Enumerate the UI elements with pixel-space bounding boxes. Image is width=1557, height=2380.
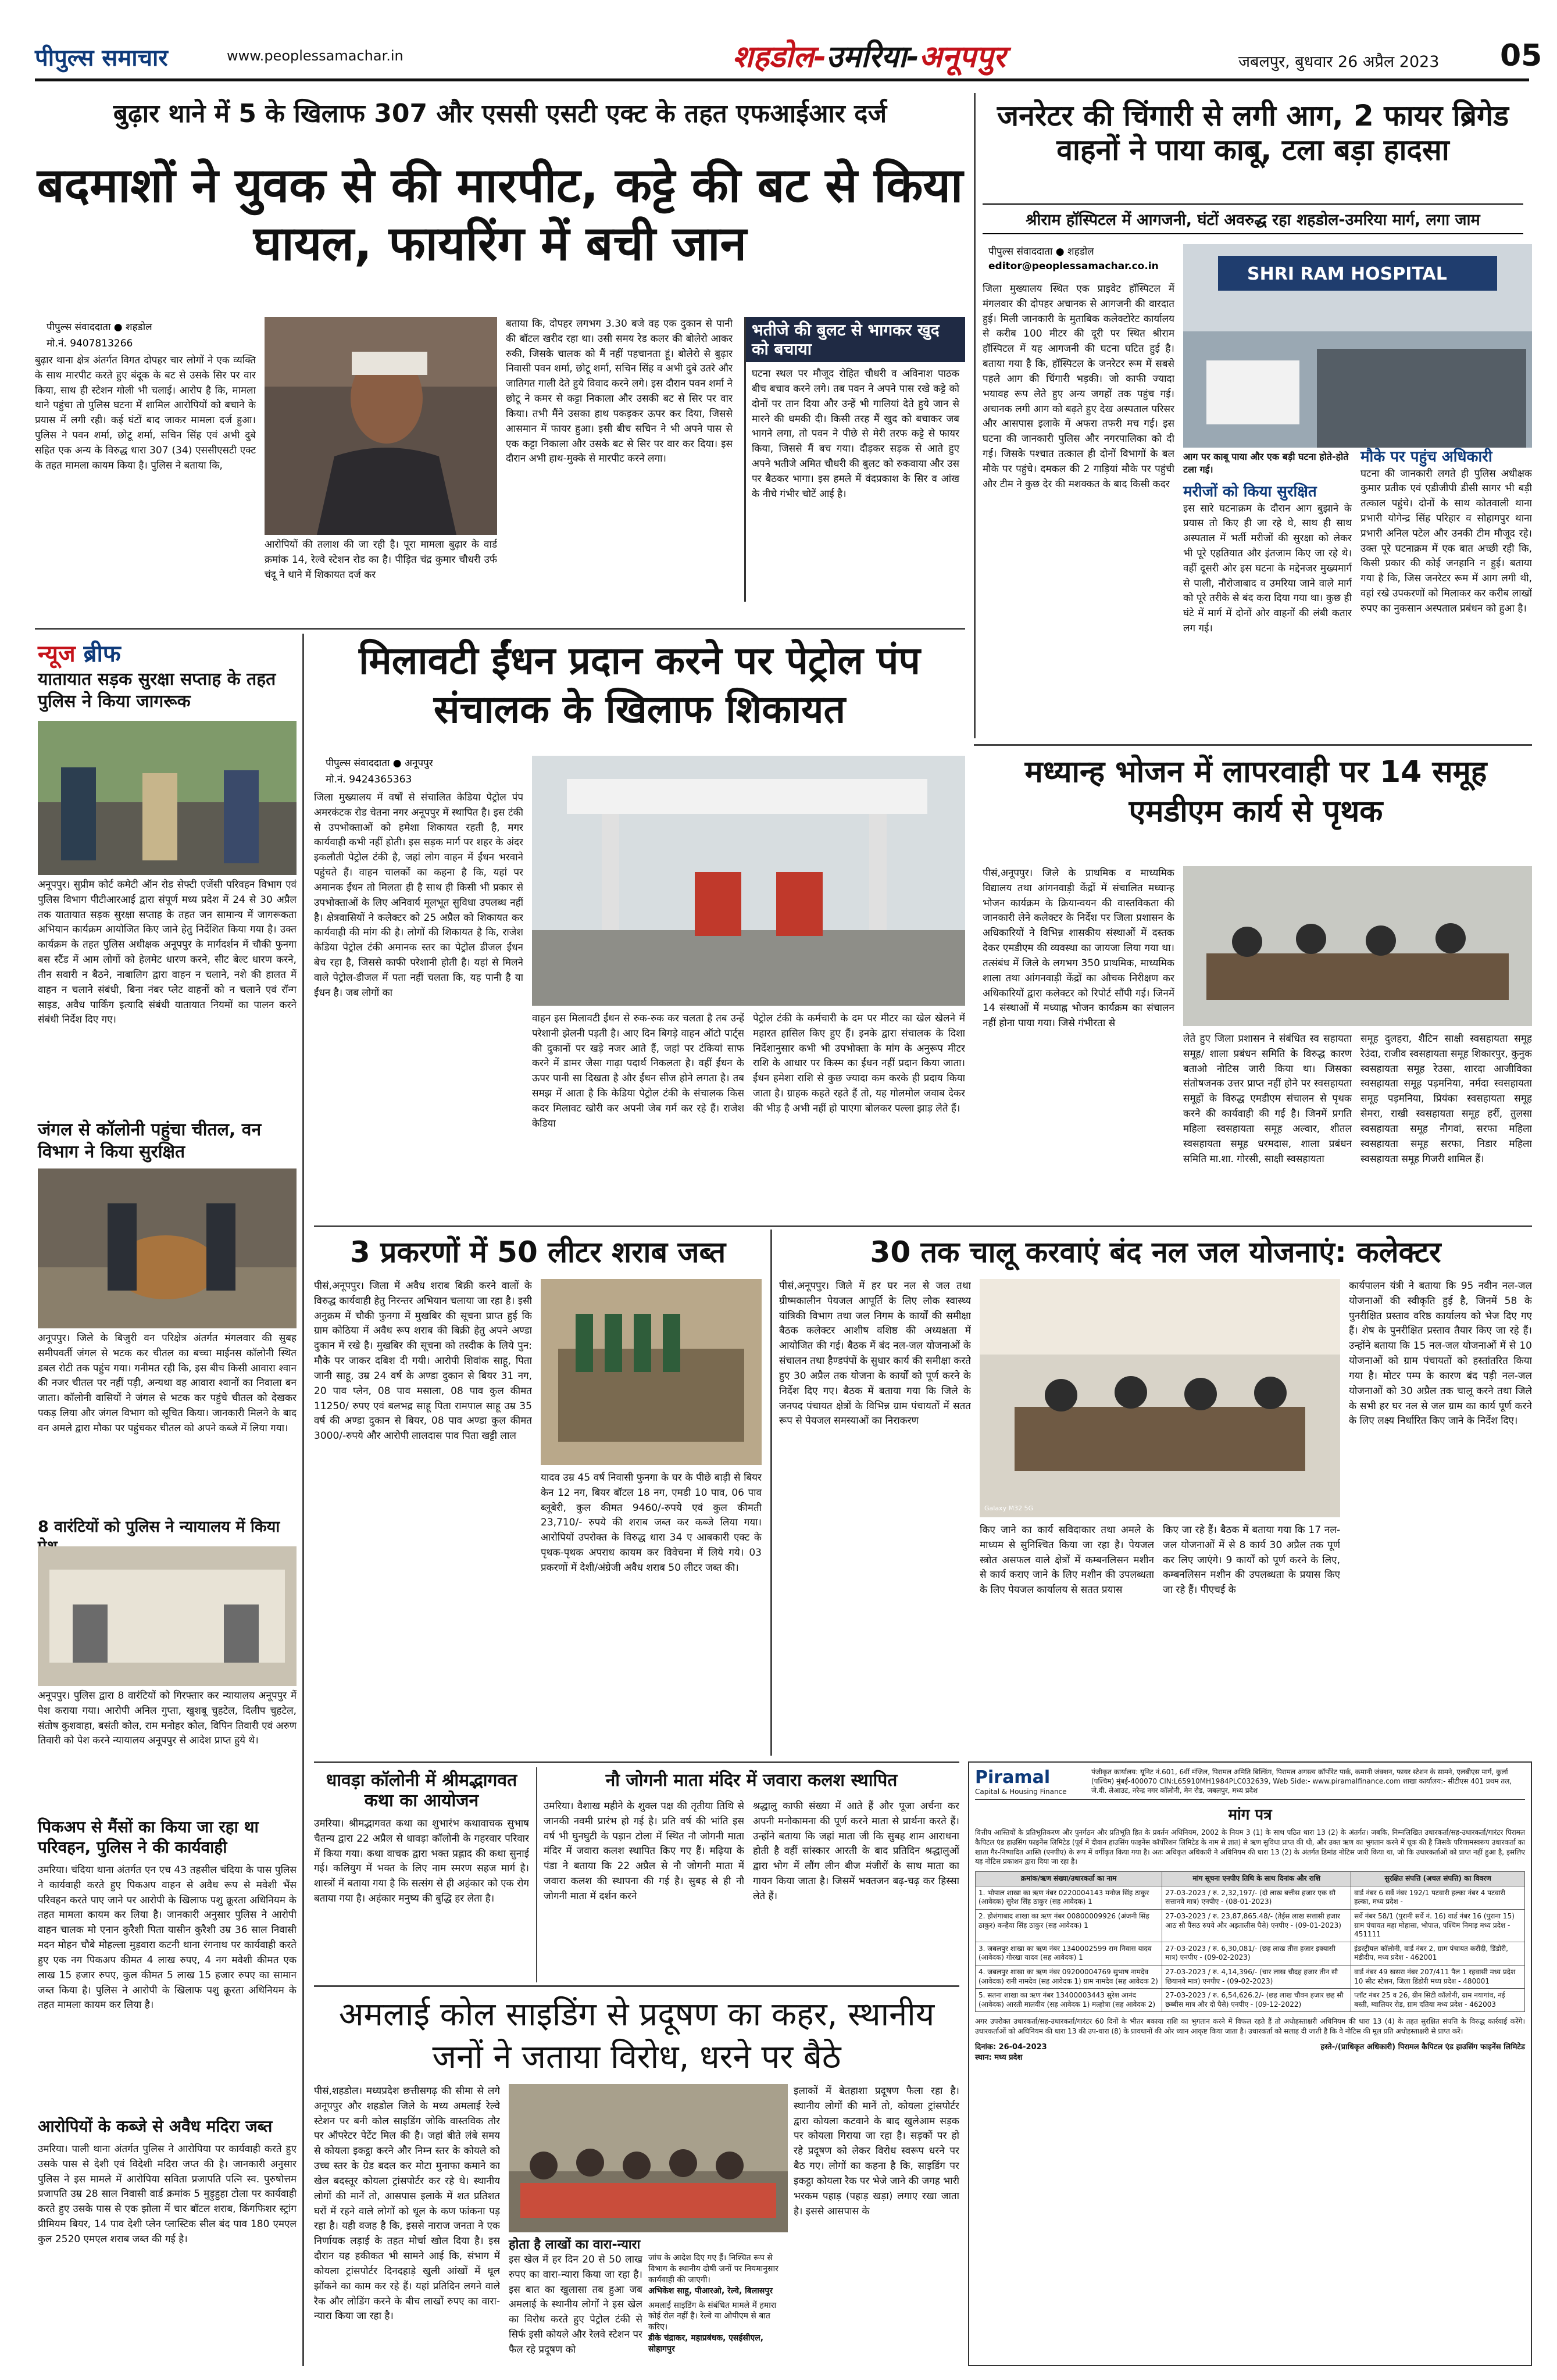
jawara-col2: श्रद्धालु काफी संख्या में आते हैं और पूजा अर्चना कर अपनी मनोकामना की पूर्ण करने माता से प्रार्थना करते हैं। उन्होंने बताया कि जहां माता जी कि सुबह शाम आराधना होती है वहीं सांस्कार आरती के बाद प्रतिदिन श्रद्धालुओं द्वारा भोग में लौंग लीन बीज मंजीरों के साथ माता का गायन किया जाता है। जिसमें भक्तजन बढ़-चढ़ कर हिस्सा लेते हैं।	[753, 1800, 959, 1902]
brief-h3: 8 वारंटियों को पुलिस ने न्यायालय में किया	[38, 1518, 280, 1536]
edition-title	[733, 35, 1006, 76]
table-cell: 27-03-2023 / रु. 2,32,197/- (दो लाख बत्तीस हजार एक सौ सत्तानवे मात्र) एनपीए - (08-01-2023)	[1162, 1886, 1351, 1909]
table-row	[976, 1989, 1525, 2012]
lead-photo-caption: आरोपियों की तलाश की जा रही है। पूरा मामला बुढ़ार के वार्ड क्रमांक 14, रेल्वे स्टेशन रोड का है। पीड़ित चंद्र कुमार चौधरी उर्फ चंदू ने थाने में शिकायत दर्ज कर	[265, 539, 497, 581]
col-header-1: क्रमांक/ऋण संख्या/उधारकर्ता का नाम	[976, 1872, 1162, 1886]
piramal-title: मांग पत्र	[1228, 1806, 1272, 1824]
masthead	[35, 0, 1542, 81]
collector-meeting-image	[980, 1279, 1340, 1517]
table-cell: 5. सतना शाखा का ऋण नंबर 13400003443 सुरेश आनंद (आवेदक) आरती मालवीय (सह आवेदक 1) मल्होत्रा (सह आवेदक 2)	[976, 1989, 1162, 2012]
brief-t2: अनूपपुर। जिले के बिजुरी वन परिक्षेत्र अंतर्गत मंगलवार की सुबह समीपवर्ती जंगल से भटक कर चीतल का बच्चा माईनस कॉलोनी स्थित डबल रोटी तक पहुंच गया। गनीमत रही कि, इस बीच किसी आवारा श्वान की नजर चीतल पर नहीं पड़ी, अन्यथा वह आवारा श्वानों का निवाला बन जाता। कॉलोनी वासियों ने जंगल से भटक कर पहुंचे चीतल को देखकर पकड़ लिया और जंगल विभाग को सूचित किया। जानकारी मिलने के बाद वन अमले द्वारा मौका पर पहुंचकर चीतल को अपने कब्जे में लिया गया।	[38, 1332, 297, 1434]
jawara-col1: उमरिया। वैशाख महीने के शुक्ल पक्ष की तृतीया तिथि से जानकी नवमी प्रारंभ हो गई है। प्रति वर्ष की भांति इस वर्ष भी घुनघुटी के पड़ान टोला में स्थित नौ जोगनी माता मंदिर में जवारा कलश स्थापित किए गए हैं। मढ़िया के पंडा ने बताया कि 22 अप्रैल से नौ जोगनी माता में जवारा कलश की स्थापना की गई है। सुबह से ही नौ जोगनी माता में दर्शन करने	[544, 1800, 744, 1902]
table-cell: इंडस्ट्रीयल कॉलोनी, वार्ड नंबर 2, ग्राम पंचायत करौंदी, डिंडोरी, मंडीदीप, मध्य प्रदेश - 462001	[1351, 1942, 1525, 1965]
notice-date: दिनांक: 26-04-2023	[975, 2042, 1047, 2052]
mdm-col1: पीसं,अनूपपुर। जिले के प्राथमिक व माध्यमिक विद्यालय तथा आंगनवाड़ी केंद्रों में संचालित मध्यान्ह भोजन कार्यक्रम के क्रियान्वयन की वास्तविकता की जानकारी लेने कलेक्टर के निर्देश पर जिला प्रशासन के अधिकारियों ने विभिन्न शासकीय संस्थाओं में दस्तक देकर एमडीएम की व्यवस्था का जायजा लिया गया था। तत्संबंध में जिले के लगभग 350 प्राथमिक, माध्यमिक शाला तथा आंगनवाड़ी केंद्रों का औचक निरीक्षण कर अधिकारियों द्वारा कलेक्टर को रिपोर्ट सौंपी गई। जिनमें 14 संस्थाओं में मध्याह्न भोजन कार्यक्रम का संचालन नहीं होना पाया गया। जिसे गंभीरता से	[983, 867, 1174, 1030]
petrol-col2: वाहन इस मिलावटी ईंधन से रुक-रुक कर चलता है तब उन्हें परेशानी झेलनी पड़ती है। आए दिन बिगड़े वाहन ऑटो पार्ट्स की दुकानों पर खड़े नजर आते हैं, जहां पर टंकियां साफ करने में डामर जैसा गाढ़ा पदार्थ निकलता है। वहीं ईंधन के ऊपर पानी सा दिखता है और ईंधन सीज होने लगता है। तब समझ में आता है कि केडिया पेट्रोल टंकी के संचालक किस कदर मिलावट खोरी कर अपनी जेब गर्म कर रहे हैं। राजेश केडिया	[532, 1013, 744, 1130]
fire-caption: आग पर काबू पाया और एक बड़ी घटना होते-होते टला गई।	[1183, 451, 1349, 475]
amlai-cap: इस खेल में हर दिन 20 से 50 लाख रुपए का वारा-न्यारा किया जा रहा है। इस बात का खुलासा तब हुआ जब अमलाई के स्थानीय लोगों ने इस खेल का विरोध करते हुए पेट्रोल टंकी से सिर्फ इसी कोयले और रेलवे स्टेशन पर फैल रहे प्रदूषण को	[509, 2254, 642, 2356]
note-2-sign: डीके चंद्राकर, महाप्रबंधक, एसईसीएल, सोहागपुर	[648, 2333, 764, 2354]
amlai-headline: अमलाई कोल साइडिंग से प्रदूषण का कहर, स्थानीय जनों ने जताया विरोध, धरने पर बैठे	[338, 1996, 935, 2076]
petrol-headline: मिलावटी ईंधन प्रदान करने पर पेट्रोल पंप संचालक के खिलाफ शिकायत	[359, 638, 920, 732]
brief-t4: उमरिया। चंदिया थाना अंतर्गत एन एच 43 तहसील चंदिया के पास पुलिस ने कार्यवाही करते हुए पिकअप वाहन से अवैध रूप से मवेशी भैंस परिवहन करते पाए जाने पर आरोपी के खिलाफ पशु क्रूरता अधिनियम के तहत मामला कायम कर लिया है। जानकारी अनुसार पुलिस ने आरोपी वाहन चालक मो एनान कुरैशी पिता यासीन कुरैशी उम्र 36 साल निवासी मदन मोहन चौबे मोहल्ला मुड़वारा कटनी थाना रंगनाथ पर कार्यवाही करते हुए एक नग पिकअप कीमत 4 लाख रुपए, 4 नग मवेशी कीमत एक लाख 15 हजार रुपए, कुल कीमत 5 लाख 15 हजार रुपए का सामान जब्त किया है। पुलिस ने आरोपी के खिलाफ पशु क्रूरता अधिनियम के तहत मामला कायम कर लिया है।	[38, 1864, 297, 2011]
lead-kicker: बुढ़ार थाने में 5 के खिलाफ 307 और एससी एसटी एक्ट के तहत एफआईआर दर्ज	[113, 99, 887, 128]
piramal-intro: वित्तीय आस्तियों के प्रतिभूतिकरण और पुनर्गठन और प्रतिभूति हित के प्रवर्तन अधिनियम, 2002 के नियम 3 (1) के साथ पठित धारा 13 (2) के अंतर्गत। जबकि, निम्नलिखित उधारकर्ता/सह-उधारकर्ता/गारंटर पिरामल कैपिटल एंड हाउसिंग फाइनेंस लिमिटेड (पूर्व में दीवान हाउसिंग फाइनेंस कॉर्पोरेशन लिमिटेड के नाम से ज्ञात) से ऋण सुविधा प्राप्त की थी, और उक्त ऋण का भुगतान करने में चूक की है जिसके परिणामस्वरूप उधारकर्ता का खाता गैर-निष्पादित आस्ति (एनपीए) के रूप में वर्गीकृत किया गया है। अतः अधिकृत अधिकारी ने अधिनियम की धारा 13 (2) के अंतर्गत डिमांड नोटिस जारी किया था, जो कि उधारकर्ताओं को प्राप्त नहीं हुआ है, इसलिए यह नोटिस प्रकाशन द्वारा दिया जा रहा है।	[975, 1828, 1525, 1866]
site-url: www.peoplessamachar.in	[227, 48, 403, 64]
brief-label-a: न्यूज	[38, 641, 76, 667]
lead-col3: बताया कि, दोपहर लगभग 3.30 बजे वह एक दुकान से पानी की बॉटल खरीद रहा था। उसी समय रेड कलर की बोलेरो आकर रुकी, जिसके चालक को मैं नहीं पहचानता हूं। बोलेरो से बुढ़ार निवासी पवन शर्मा, छोटू शर्मा, सचिन सिंह व अभी दुबे उतरे और जातिगत गाली देते हुये विवाद करने लगे। इस दौरान पवन शर्मा ने छोटू ने कमर से कट्टा निकाला और उसकी बट से सिर पर वार किया। तभी मैंने उसका हाथ पकड़कर ऊपर कर दिया, जिससे आसमान में फायर हुआ। इसी बीच सचिन ने भी अपने पास से एक कट्टा निकाला और उसके बट से सिर पर वार कर दिया। इस दौरान अभी हाथ-मुक्के से मारपीट करने लगा।	[506, 318, 733, 465]
lead-headline: बदमाशों ने युवक से की मारपीट, कट्टे की बट से किया घायल, फायरिंग में बची जान	[37, 158, 963, 272]
fire-box-b	[1360, 448, 1532, 738]
brief-h1: यातायात सड़क सुरक्षा सप्ताह के तहत पुलिस ने किया जागरूक	[38, 669, 276, 712]
brief-label	[38, 637, 121, 669]
fire-col1: जिला मुख्यालय स्थित एक प्राइवेट हॉस्पिटल में मंगलवार की दोपहर अचानक से आगजनी की वारदात हुई। मिली जानकारी के मुताबिक कलेक्टोरेट कार्यालय से करीब 100 मीटर की दूरी पर स्थित श्रीराम हॉस्पिटल में यह आगजनी की घटना घटित हुई है। बताया गया है कि, हॉस्पिटल के जनरेटर रूम में सबसे पहले आग की चिंगारी भड़की। जो काफी ज्यादा भयावह रूप लेते हुए अन्य जगहों तक पहुंच गई। अचानक लगी आग को बढ़ते हुए देख अस्पताल परिसर और आसपास इलाके में अफरा तफरी मच गई। इस घटना की जानकारी पुलिस और नगरपालिका को दी गई। जिसके पश्चात तत्काल ही दोनों विभागों के बल मौके पर पहुंचे। दमकल की 2 गाड़ियां मौके पर पहुंची और टीम ने कुछ देर की मशक्कत के बाद किसी कदर	[983, 283, 1174, 490]
table-cell: 1. भोपाल शाखा का ऋण नंबर 0220004143 मनोज सिंह ठाकुर (आवेदक) सुरेश सिंह ठाकुर (सह आवेदक) 1	[976, 1886, 1162, 1909]
table-cell: प्लॉट नंबर 25 व 26, ग्रीन सिटी कॉलोनी, ग्राम नयागांव, नई बस्ती, ग्वालियर रोड, ग्राम दतिया मध्य प्रदेश - 462003	[1351, 1989, 1525, 2012]
edition-shahdol: शहडोल-	[733, 40, 827, 74]
photo-label: Galaxy M32 5G	[984, 1505, 1034, 1512]
petrol-mobile: मो.नं. 9424365363	[326, 774, 412, 785]
table-cell: 27-03-2023 / रु. 4,14,396/- (चार लाख चौदह हजार तीन सौ छियानवे मात्र) एनपीए - (09-02-2023)	[1162, 1965, 1351, 1988]
lead-photo	[265, 317, 497, 535]
petrol-col3: पेट्रोल टंकी के कर्मचारी के दम पर मीटर का खेल खेलने में महारत हासिल किए हुए हैं। इनके द्वारा संचालक के दिशा निर्देशानुसार कभी भी उपभोक्ता के मांग के अनुरूप मीटर राशि के आधार पर किस्म का ईंधन नहीं प्रदान किया जाता। ईंधन हमेशा राशि से कुछ ज्यादा कम करके ही प्रदाय किया जाता है। ग्राहक कहते रहते हैं तो, यह गोलमोल जवाब देकर की भीड़ है अभी नहीं हो पाएगा बोलकर पल्ला झाड़ लेते हैं।	[753, 1013, 965, 1114]
page-number: 05	[1500, 38, 1542, 73]
fire-email: editor@peoplessamachar.co.in	[988, 260, 1159, 272]
logo: पीपुल्स समाचार	[35, 45, 168, 72]
water-col4: कार्यपालन यंत्री ने बताया कि 95 नवीन नल-जल योजनाओं की स्वीकृति हुई है, जिनमें 58 के पुनरीक्षित प्रस्ताव वरिष्ठ कार्यालय को भेज दिए गए हैं। शेष के पुनरीक्षित प्रस्ताव तैयार किए जा रहे हैं। उन्होंने बताया कि 15 नल-जल योजनाओं में से 10 योजनाओं को ग्राम पंचायतों को हस्तांतरित किया गया है। मोटर पम्प के कारण बंद पड़ी नल-जल योजनाओं को 30 अप्रैल तक चालू करने तथा जिले के सभी हर घर नल से जल ग्राम का कार्य पूर्ण करने के लिए लक्ष्य निर्धारित किए जाने के निर्देश दिए।	[1349, 1280, 1532, 1427]
seized-liquor-image	[541, 1279, 762, 1465]
fire-box-a-heading: मरीजों को किया सुरक्षित	[1183, 483, 1317, 501]
sidebox-text: घटना स्थल पर मौजूद रोहित चौधरी व अविनाश पाठक बीच बचाव करने लगे। तब पवन ने अपने पास रखे कट्टे को दोनों पर तान दिया और उन्हें भी गालियां देते हुये जान से मारने की धमकी दी। किसी तरह मैं खुद को बचाकर जब भागने लगा, तो पवन ने पीछे से मेरी तरफ कट्टे से फायर किया, जिससे मैं बच गया। दौड़कर सड़क से आते हुए अपने भतीजे अमित चौधरी की बुलट को रुकवाया और उस पर बैठकर भागा। इस हमले में वंदप्रकाश के सिर व आंख के नीचे गंभीर चोटें आई है।	[752, 368, 959, 500]
chital-deer-image	[38, 1168, 297, 1328]
notice-signature: हस्ते-/(प्राधिकृत अधिकारी) पिरामल कैपिटल एंड हाउसिंग फाइनेंस लिमिटेड	[1320, 2042, 1525, 2052]
brief-h2: जंगल से कॉलोनी पहुंचा चीतल, वन विभाग ने किया सुरक्षित	[38, 1120, 262, 1162]
water-col1: पीसं,अनूपपुर। जिले में हर घर नल से जल तथा ग्रीष्मकालीन पेयजल आपूर्ति के लिए लोक स्वास्थ्य यांत्रिकी विभाग तथा जल निगम के कार्यों की समीक्षा बैठक कलेक्टर आशीष वशिष्ठ की अध्यक्षता में आयोजित की गई। बैठक में बंद नल-जल योजनाओं के संचालन तथा हैण्डपंपों के सुधार कार्य की समीक्षा करते हुए 30 अप्रैल तक योजना के कार्यों को पूर्ण करने के निर्देश दिए गए। बैठक में बताया गया कि जिले के जनपद पंचायत क्षेत्रों के विभिन्न ग्राम पंचायतों में सतत रूप से पेयजल समस्याओं का निराकरण	[779, 1280, 971, 1427]
mdm-headline: मध्यान्ह भोजन में लापरवाही पर 14 समूह एमडीएम कार्य से पृथक	[1024, 755, 1487, 829]
brand-name: Piramal	[975, 1767, 1051, 1788]
lead-col1: बुढ़ार थाना क्षेत्र अंतर्गत विगत दोपहर चार लोगों ने एक व्यक्ति के साथ मारपीट करते हुए बंदूक के बट से उसके सिर पर वार किया, साथ ही स्टेशन गोली भी चलाई। आरोप है कि, मामला थाने पहुंचा तो पुलिस घटना में शामिल आरोपियों को बचाने के प्रयास में लगी रही। कई घंटों बाद जाकर मामला दर्ज हुआ। पुलिस ने पवन शर्मा, छोटू शर्मा, सचिन सिंह एवं अभी दुबे सहित एक अन्य के विरुद्ध धारा 307 (34) एससीएसटी एक्ट के तहत मामला कायम किया है। पुलिस ने बताया कि,	[35, 355, 256, 471]
table-row	[976, 1965, 1525, 1988]
piramal-address: पंजीकृत कार्यालय: यूनिट नं.601, 6वीं मंजिल, पिरामल अमिति बिल्डिंग, पिरामल अगस्त्य कॉर्पोरेट पार्क, कमानी जंक्शन, फायर स्टेशन के सामने, एलबीएस मार्ग, कुर्ला (पश्चिम) मुंबई-400070 CIN:L65910MH1984PLC032639, Web Side:- www.piramalfinance.com शाखा कार्यालय:- सीटीएस 401 प्रथम तल, जे.वी. लेआउट, नरेन्द्र नगर कॉलोनी, मेन रोड, जबलपुर, मध्य प्रदेश	[1091, 1768, 1512, 1795]
brief-t1: अनूपपुर। सुप्रीम कोर्ट कमेटी ऑन रोड सेफ्टी एजेंसी परिवहन विभाग एवं पुलिस विभाग पीटीआरआई द्वारा संपूर्ण मध्य प्रदेश में 24 से 30 अप्रैल तक यातायात सड़क सुरक्षा सप्ताह के तहत जन सामान्य में जागरूकता अभियान कार्यक्रम आयोजित किए जाने हेतु निर्देशित किया गया है। उक्त कार्यक्रम के तहत पुलिस अधीक्षक अनूपपुर के मार्गदर्शन में चौकी फुनगा बस स्टैंड में आम लोगों को हेलमेट धारण करने, सीट बेल्ट धारण करने, तीन सवारी न बैठने, नाबालिग द्वारा वाहन न चलाने, नशे की हालत में वाहन न चलाने संबंधी, बिना नंबर प्लेट वाहनों को न चलाने एवं रॉन्ग साइड, अवैध पार्किंग इत्यादि संबंधी यातायात नियमों का पालन करने संबंधी निर्देश दिए गए।	[38, 879, 297, 1026]
mdm-photo	[1183, 866, 1532, 1026]
meeting-image	[1183, 866, 1532, 1026]
liquor-headline: 3 प्रकरणों में 50 लीटर शराब जब्त	[349, 1235, 726, 1269]
note-1-sign: अभिकेश साहू, पीआरओ, रेल्वे, बिलासपुर	[648, 2286, 773, 2296]
petrol-byline: पीपुल्स संवाददाता ● अनूपपुर	[326, 757, 433, 769]
demand-table	[975, 1871, 1525, 2012]
fire-subheadline: श्रीराम हॉस्पिटल में आगजनी, घंटों अवरुद्ध रहा शहडोल-उमरिया मार्ग, लगा जाम	[983, 203, 1523, 234]
petrol-pump-image	[532, 756, 965, 1006]
amlai-cap-heading: होता है लाखों का वारा-न्यारा	[509, 2238, 641, 2252]
brief-photo2	[38, 1168, 297, 1328]
amlai-note	[648, 2253, 788, 2366]
brief-photo1	[38, 721, 297, 875]
amlai-photo	[509, 2084, 788, 2232]
bhagwat-headline: धावड़ा कॉलोनी में श्रीमद्भागवत कथा का आयोजन	[326, 1770, 517, 1811]
amlai-col3: इलाकों में बेतहाशा प्रदूषण फैला रहा है। स्थानीय लोगों की मानें तो, कोयला ट्रांसपोर्टर द्वारा कोयला कटवाने के बाद खुलेआम सड़क पर कोयला गिराया जा रहा है। सड़कों पर हो रहे प्रदूषण को लेकर विरोध स्वरूप धरने पर बैठ गए। लोगों का कहना है कि, साइडिंग पर इकट्ठा कोयला रैक पर भेजे जाने की जगह भारी भरकम पहाड़ (पहाड़ खड़ा) लगाए रखा जाता है। इससे आसपास के	[794, 2085, 959, 2217]
piramal-notice	[968, 1761, 1532, 2366]
water-headline: 30 तक चालू करवाएं बंद नल जल योजनाएं: कलेक्टर	[870, 1235, 1441, 1269]
lead-byline: पीपुल्स संवाददाता ● शहडोल	[47, 321, 152, 333]
brief-label-b: ब्रीफ	[83, 641, 121, 667]
col-header-3: सुरक्षित संपत्ति (अचल संपत्ति) का विवरण	[1351, 1872, 1525, 1886]
lead-mobile: मो.नं. 9407813266	[47, 338, 133, 349]
petrol-col1: जिला मुख्यालय में वर्षों से संचालित केडिया पेट्रोल पंप अमरकंटक रोड चेतना नगर अनूपपुर में स्थापित है। इस टंकी से उपभोक्ताओं को हमेशा शिकायत रहती है, मगर कार्यवाही कभी नहीं होती। इस सड़क मार्ग पर शहर के अंदर इकलौती पेट्रोल टंकी है, जहां लोग वाहन में ईंधन भरवाने पहुंचते हैं। वाहन चालकों का कहना है कि, यहां पर अमानक ईंधन तो मिलता ही है साथ ही किसी भी प्रकार से उपभोक्ताओं के लिए अनिवार्य मूलभूत सुविधा उपलब्ध नहीं है। क्षेत्रवासियों ने कलेक्टर को 25 अप्रैल को शिकायत कर कार्यवाही की मांग की है। लोगों की शिकायत है कि, राजेश केडिया पेट्रोल टंकी अमानक स्तर का पेट्रोल डीजल ईंधन बेच रहा है, जिससे काफी परेशानी होती है। यहां से मिलने वाले पेट्रोल-डीजल में पता नहीं चलता कि, यह पानी है या ईंधन है। जब लोगों का	[314, 792, 523, 999]
mdm-col3: समूह दुलहरा, शैटिन साक्षी स्वसहायता समूह रेउंदा, राजीव स्वसहायता समूह शिकारपुर, कुनुक स्वसहायता समूह रेउसा, शारदा आजीविका स्वसहायता समूह पड़मनिया, नर्मदा स्वसहायता समूह पड़मनिया, प्रियंका स्वसहायता समूह सेमरा, राखी स्वसहायता समूह हर्री, तुलसा स्वसहायता समूह नौगवां, सरफा महिला स्वसहायता समूह सरफा, निडार महिला स्वसहायता समूह गिजरी शामिल हैं।	[1360, 1033, 1532, 1165]
table-cell: 3. जबलपुर शाखा का ऋण नंबर 1340002599 राम निवास यादव (आवेदक) गोरखा यादव (सह आवेदक) 1	[976, 1942, 1162, 1965]
brief-t3: अनूपपुर। पुलिस द्वारा 8 वारंटियों को गिरफ्तार कर न्यायालय अनूपपुर में पेश कराया गया। आरोपी अनिल गुप्ता, खुशबू चुहटेल, दिलीप चुहटेल, संतोष कुशवाहा, बसंती कोल, राम मनोहर कोल, विपिन तिवारी एवं अरुण तिवारी को पेश करने न्यायालय अनूपपुर से आदेश प्राप्त हुये थे।	[38, 1690, 297, 1747]
table-row	[976, 1886, 1525, 1909]
table-row	[976, 1909, 1525, 1942]
sidebox	[744, 317, 965, 602]
traffic-awareness-image	[38, 721, 297, 875]
bhagwat-text: उमरिया। श्रीमद्भागवत कथा का शुभारंभ कथावाचक सुभाष चैतन्य द्वारा 22 अप्रैल से धावड़ा कॉलोनी के गहरवार परिवार में किया गया। कथा वाचक द्वारा भक्त प्रह्लाद की कथा सुनाई गई। कलियुग में भक्त के लिए नाम स्मरण सहज मार्ग है। शास्त्रों में बताया गया है कि सत्संग से ही अहंकार को एक रोग बताया गया है। अहंकार मनुष्य की बुद्धि हर लेता है।	[314, 1818, 529, 1905]
edition-umaria: उमरिया-	[826, 40, 919, 74]
issue-date: जबलपुर, बुधवार 26 अप्रैल 2023	[1238, 53, 1440, 71]
water-col2: किए जाने का कार्य सविदाकार तथा अमले के माध्यम से सुनिश्चित किया जा रहा है। पेयजल स्त्रोत असफल वाले क्षेत्रों में कम्बनलिसन मशीन से कार्य कराए जाने के लिए मशीन की उपलब्धता के लिए पेयजल कार्यालय से सतत प्रयास	[980, 1524, 1154, 1596]
fire-box-b-heading: मौके पर पहुंच अधिकारी	[1360, 448, 1492, 466]
piramal-footer: अगर उपरोक्त उधारकर्ता/सह-उधारकर्ता/गारंटर 60 दिनों के भीतर बकाया राशि का भुगतान करने में विफल रहते हैं तो अधोहस्ताक्षरी अधिनियम की धारा 13 (4) के तहत सुरक्षित संपत्ति के विरुद्ध कार्रवाई करेंगे। उधारकर्ताओं को अधिनियम की धारा 13 की उप-धारा (8) के प्रावधानों की ओर ध्यान आकृष्ट किया जाता है। उधारकर्ता को सलाह दी जाती है कि वे नोटिस की मूल प्रति अधोहस्ताक्षरी से प्राप्त करें।	[975, 2017, 1525, 2036]
fire-box-a	[1183, 483, 1352, 738]
notice-place: स्थान: मध्य प्रदेश	[975, 2053, 1023, 2062]
table-cell: 27-03-2023 / रु. 6,54,626.2/- (छह लाख चौवन हजार छह सौ छब्बीस मात्र और दो पैसे) एनपीए - (09-12-2022)	[1162, 1989, 1351, 2012]
water-col3: किए जा रहे हैं। बैठक में बताया गया कि 17 नल-जल योजनाओं में से 8 कार्य 30 अप्रैल तक पूर्ण कर लिए जाएंगे। 9 कार्यों को पूर्ण करने के लिए, कम्बनलिसन मशीन की उपलब्धता के प्रयास किए जा रहे हैं। पीएचई के	[1163, 1524, 1340, 1596]
piramal-logo	[975, 1767, 1085, 1796]
brief-photo3	[38, 1546, 297, 1686]
table-cell: 27-03-2023 / रु. 23,87,865.48/- (तेईस लाख सत्तासी हजार आठ सौ पैंसठ रुपये और अड़तालीस पैसे) एनपीए - (09-01-2023)	[1162, 1909, 1351, 1942]
note-1: जांच के आदेश दिए गए हैं। निश्चित रूप से विभाग के स्थानीय दोषी जनों पर नियमानुसार कार्यवाही की जाएगी।	[648, 2253, 779, 2285]
table-cell: 27-03-2023 / रु. 6,30,081/- (छह लाख तीस हजार इक्यासी मात्र) एनपीए - (09-02-2023)	[1162, 1942, 1351, 1965]
edition-anuppur: अनूपपुर	[919, 40, 1006, 74]
table-cell: वार्ड नंबर 49 खसरा नंबर 207/411 पैल 1 रहवासी मध्य प्रदेश 10 सीट स्टेशन, जिला डिंडोरी मध्य प्रदेश - 480001	[1351, 1965, 1525, 1988]
hospital-sign: SHRI RAM HOSPITAL	[1247, 264, 1447, 284]
water-photo	[980, 1279, 1340, 1517]
table-cell: 2. होशंगाबाद शाखा का ऋण नंबर 00800009926 (अंजनी सिंह ठाकुर) कन्हैया सिंह ठाकुर (सह आवेदक) 1	[976, 1909, 1162, 1942]
jawara-headline: नौ जोगनी माता मंदिर में जवारा कलश स्थापित	[605, 1770, 898, 1791]
note-2: अमलाई साइडिंग के संबंधित मामले में हमारा कोई रोल नहीं है। रेल्वे या ओपीएम से बात करिए।	[648, 2300, 777, 2332]
fire-box-a-text: इस सारे घटनाक्रम के दौरान आग बुझाने के प्रयास तो किए ही जा रहे थे, साथ ही साथ अस्पताल में भर्ती मरीजों की सुरक्षा को लेकर भी पूरे एहतियात और इंतजाम किए जा रहे थे। वहीं दूसरी ओर इस घटना के मद्देनजर मुख्यमार्ग से पाली, नौरोजाबाद व उमरिया जाने वाले मार्ग को पूरे तरीके से बंद करा दिया गया था। कुछ ही घंटे में मार्ग में दोनों ओर वाहनों की लंबी कतार लग गई।	[1183, 502, 1352, 635]
protest-image	[509, 2084, 788, 2232]
police-station-image	[38, 1546, 297, 1686]
amlai-col1: पीसं,शहडोल। मध्यप्रदेश छत्तीसगढ़ की सीमा से लगे अनूपपुर और शहडोल जिले के मध्य अमलाई रेल्वे स्टेशन पर बनी कोल साइडिंग जोकि वास्तविक तौर पर ऑपरेटर पेटेंट मिल की है। जहां बीते लंबे समय से कोयला इकट्ठा करने और निम्न स्तर के कोयले को उच्च स्तर के ग्रेड बदल कर मोटा मुनाफा कमाने का खेल बदस्तूर कोयला ट्रांसपोर्टर कर रहे थे। स्थानीय लोगों की मानें तो, आसपास इलाके में शत प्रतिशत घरों में रहने वाले लोगों को धूल के कण फांकना पड़ रहा है। यही वजह है कि, इससे नाराज जनता ने एक निर्णायक लड़ाई के तहत मोर्चा खोल दिया है। इस दौरान यह हकीकत भी सामने आई कि, संभाग में कोयला ट्रांसपोर्टर दिनदहाड़े खुली आंखों में धूल झोंकने का काम कर रहे हैं। यहां प्रतिदिन लगने वाले रैक और लोडिंग करने के बीच लाखों रुपए का वारा-न्यारा किया जा रहा है।	[314, 2085, 500, 2322]
fire-byline: पीपुल्स संवाददाता ● शहडोल	[988, 246, 1094, 258]
sidebox-headline: भतीजे की बुलट से भागकर खुद को बचाया	[746, 317, 965, 362]
brief-h5: आरोपियों के कब्जे से अवैध मदिरा जब्त	[38, 2117, 273, 2136]
brief-t5: उमरिया। पाली थाना अंतर्गत पुलिस ने आरोपिया पर कार्यवाही करते हुए उसके पास से देशी एवं विदेशी मदिरा जप्त की है। जानकारी अनुसार पुलिस ने इस मामले में आरोपिया सविता प्रजापति पत्नि स्व. पुरुषोत्तम प्रजापति उम्र 28 साल निवासी वार्ड क्रमांक 5 मुड़ुहुहा टोला पर कार्यवाही करते हुए उसके पास से एक झोला में चार बॉटल शराब, किंगफिशर स्ट्रांग प्रीमियम बियर, 14 पाव देशी प्लेन प्लास्टिक सील बंद पाव 180 एमएल कुल 2520 एमएल शराब जब्त की गई है।	[38, 2143, 297, 2245]
brand-sub: Capital & Housing Finance	[975, 1788, 1067, 1796]
table-cell: 4. जबलपुर शाखा का ऋण नंबर 09200004769 सुभाष नामदेव (आवेदक) रानी नामदेव (सह आवेदक 1) ग्राम नामदेव (सह आवेदक 2)	[976, 1965, 1162, 1988]
fire-box-b-text: घटना की जानकारी लगते ही पुलिस अधीक्षक कुमार प्रतीक एवं एडीजीपी डीसी सागर भी बड़ी तत्काल पहुंचे। दोनों के साथ कोतवाली थाना प्रभारी योगेन्द्र सिंह परिहार व सोहागपुर थाना प्रभारी अनिल पटेल और उनकी टीम मौजूद रहे। उक्त पूरे घटनाक्रम में एक बात अच्छी रही कि, किसी प्रकार की कोई जनहानि न हुई। बताया गया है कि, जिस जनरेटर रूम में आग लगी थी, वहां रखे उपकरणों को मिलाकर कर करीब लाखों रुपए का नुकसान अस्पताल प्रबंधन को हुआ है।	[1360, 467, 1532, 614]
fire-photo	[1183, 244, 1532, 448]
injured-man-image	[265, 317, 497, 535]
petrol-photo	[532, 756, 965, 1006]
fire-headline: जनरेटर की चिंगारी से लगी आग, 2 फायर ब्रिगेड वाहनों ने पाया काबू, टला बड़ा हादसा	[997, 99, 1509, 167]
table-cell: सर्वे नंबर 58/1 (पुरानी सर्वे नं. 16) वार्ड नंबर 16 (पुराना 15) ग्राम पंचायत महा मोहासा, भोपाल, पश्चिम निमाड़ मध्य प्रदेश - 451111	[1351, 1909, 1525, 1942]
liquor-photo	[541, 1279, 762, 1465]
table-cell: वार्ड नंबर 6 सर्वे नंबर 192/1 पटवारी हल्का नंबर 4 पटवारी हल्का, मध्य प्रदेश -	[1351, 1886, 1525, 1909]
liquor-col1: पीसं,अनूपपुर। जिला में अवैध शराब बिक्री करने वालों के विरुद्ध कार्यवाही हेतु निरन्तर अभियान चलाया जा रहा है। इसी अनुक्रम में चौकी फुनगा में मुखबिर की सूचना प्राप्त हुई कि ग्राम कोठिया में अवैध रूप शराब की बिक्री हेतु अपने अण्डा दुकान में रखे है। मुखबिर की सूचना को तस्दीक के लिये पुन: मौके पर जाकर दबिश दी गयी। आरोपी शिवांक साहू, पिता जानी साहू, उम्र 24 वर्ष के अण्डा दुकान से बियर 31 नग, 20 पाव प्लेन, 08 पाव मसाला, 08 पाव कुल कीमत 11250/ रुपए एवं बलभद्र साहू पिता रामपाल साहू उम्र 35 वर्ष की अण्डा दुकान से बियर, 08 पाव अण्डा कुल कीमत 3000/-रुपये और आरोपी लालदास पाव पिता खट्टी लाल	[314, 1280, 532, 1442]
mdm-col2: लेते हुए जिला प्रशासन ने संबंधित स्व सहायता समूह/ शाला प्रबंधन समिति के विरुद्ध कारण बताओ नोटिस जारी किया था। जिसका संतोषजनक उत्तर प्राप्त नहीं होने पर स्वसहायता समूहों के विरुद्ध एमडीएम संचालन से पृथक करने की कार्यवाही की गई है। जिनमें प्रगति महिला स्वसहायता समूह अल्वार, शीतल स्वसहायता समूह धरमदास, शाला प्रबंधन समिति मा.शा. गोरसी, साक्षी स्वसहायता	[1183, 1033, 1352, 1165]
col-header-2: मांग सूचना एनपीए तिथि के साथ दिनांक और राशि	[1162, 1872, 1351, 1886]
liquor-col2: यादव उम्र 45 वर्ष निवासी फुनगा के घर के पीछे बाड़ी से बियर केन 12 नग, बियर बॉटल 18 नग, एमडी 10 पाव, 06 पाव ब्लूबेरी, कुल कीमत 9460/-रुपये एवं कुल कीमती 23,710/- रुपये की शराब जब्त कर कब्जे लिया गया। आरोपियों उपरोक्त के विरुद्ध धारा 34 ए आबकारी एक्ट के पृथक-पृथक अपराध कायम कर विवेचना में लिये गये। 03 प्रकरणों में देशी/अंग्रेजी अवैध शराब 50 लीटर जब्त की।	[541, 1472, 762, 1574]
table-row	[976, 1942, 1525, 1965]
brief-h4: पिकअप से मैंसों का किया जा रहा था परिवहन, पुलिस ने की कार्यवाही	[38, 1817, 259, 1857]
